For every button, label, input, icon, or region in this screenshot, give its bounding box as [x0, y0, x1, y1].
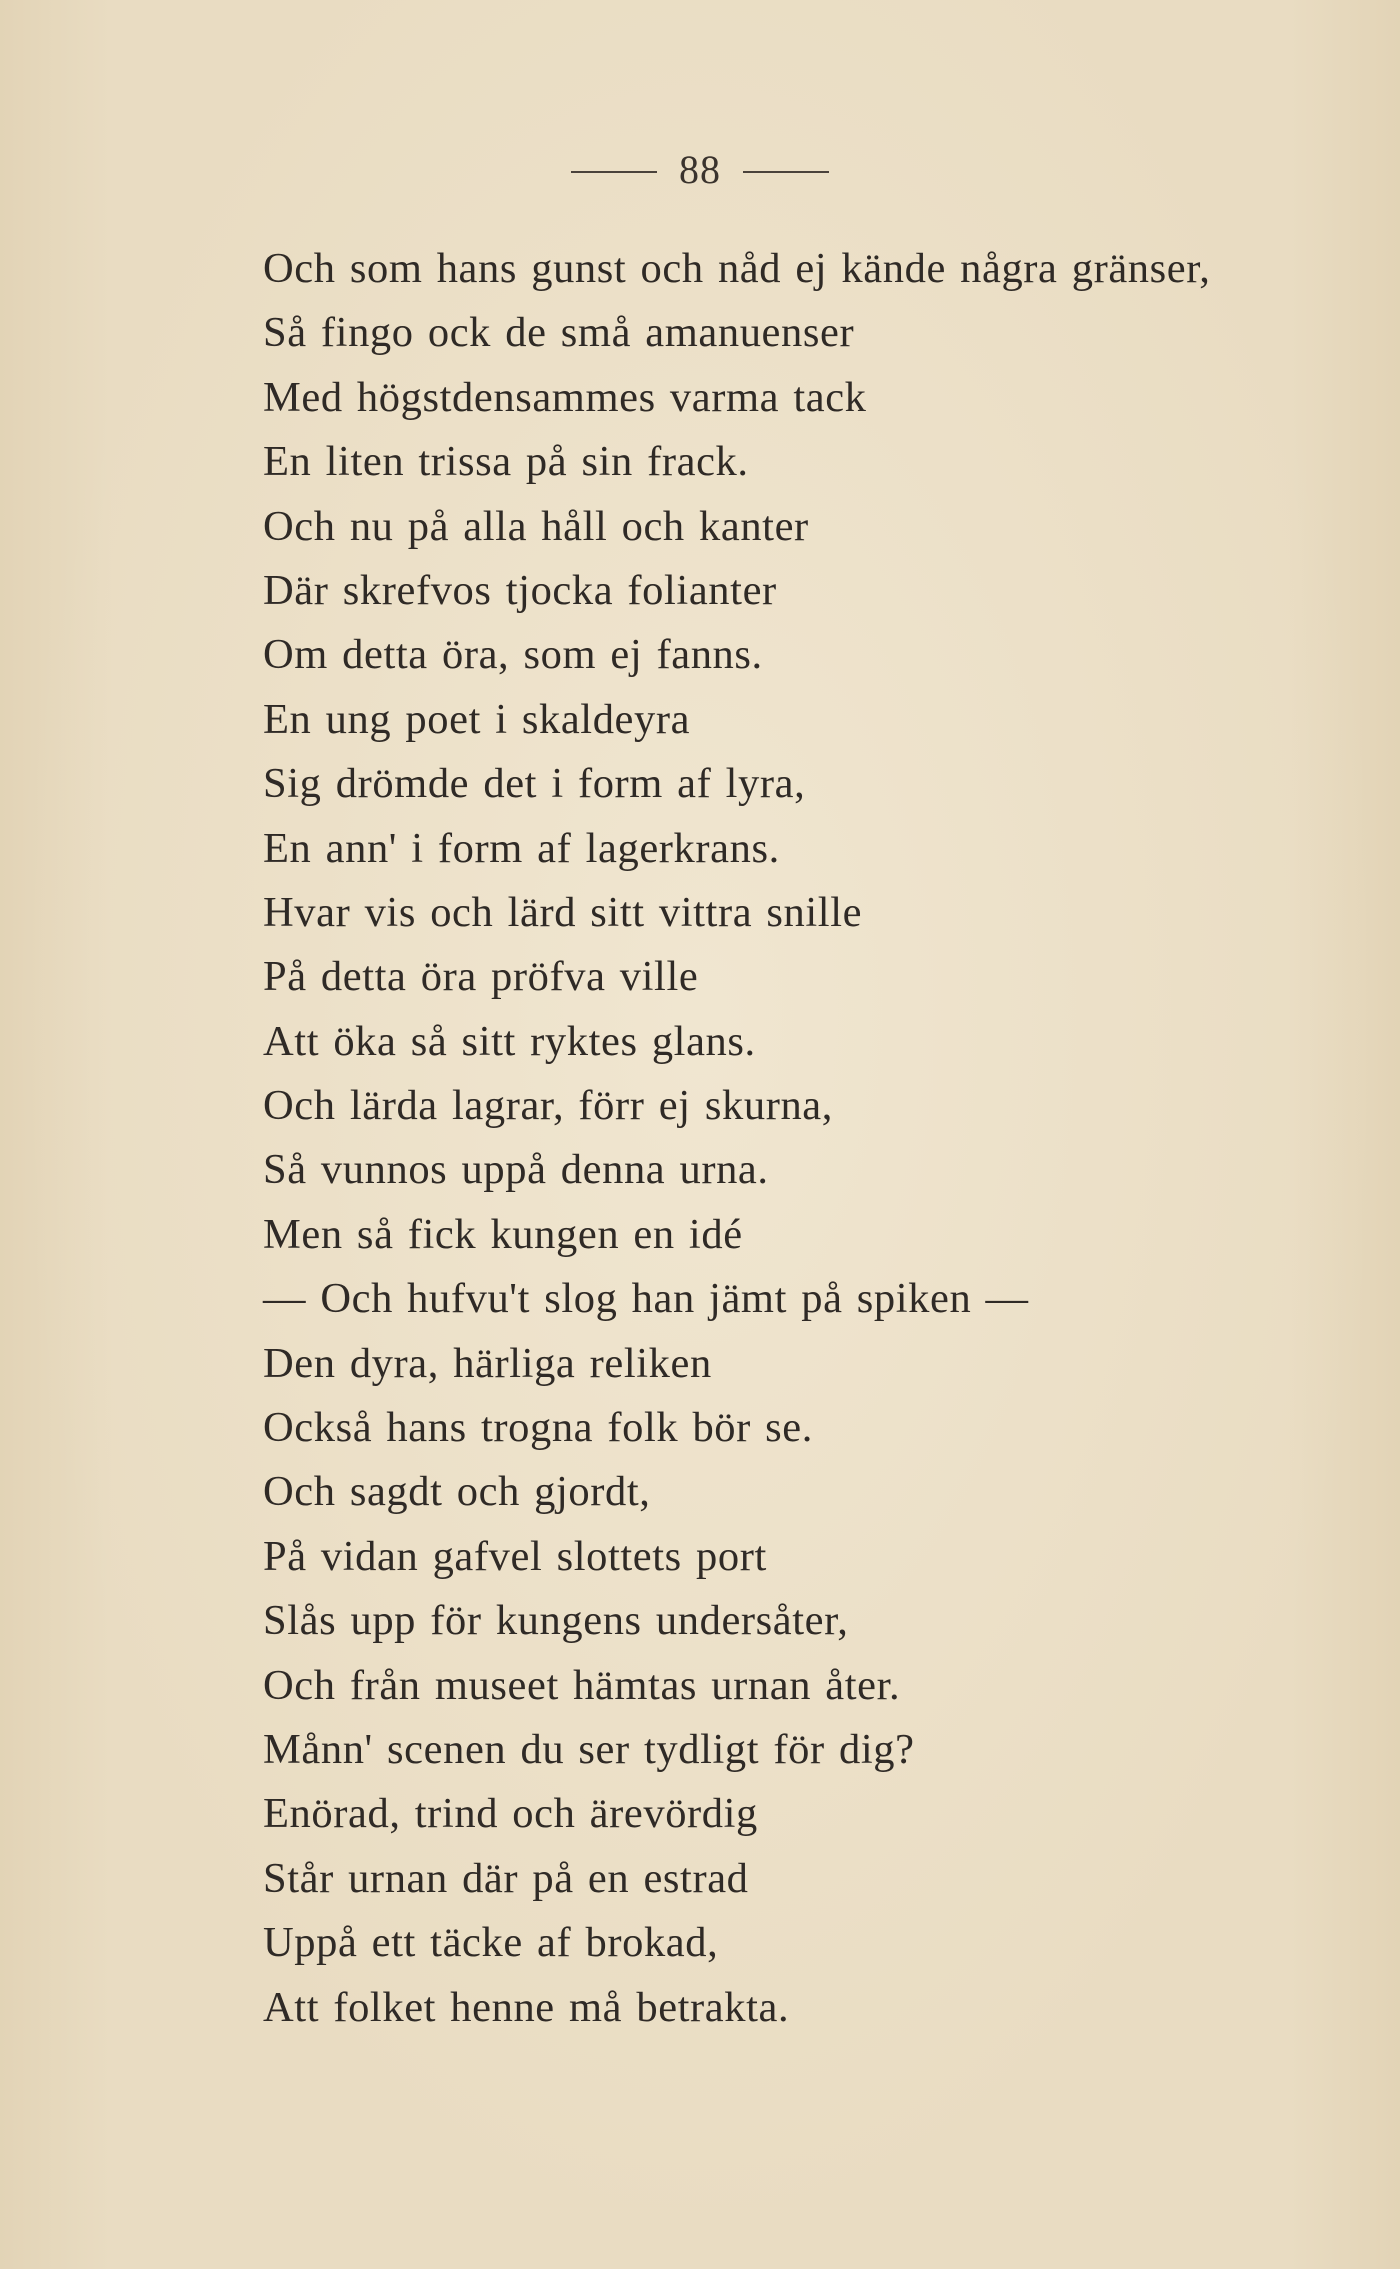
poem-line: På vidan gafvel slottets port: [263, 1532, 767, 1580]
poem-line: En liten trissa på sin frack.: [263, 438, 749, 486]
poem-line: Slås upp för kungens undersåter,: [263, 1597, 849, 1645]
poem-line: Och sagdt och gjordt,: [263, 1468, 651, 1516]
page-number: 88: [679, 147, 721, 192]
poem-line: På detta öra pröfva ville: [263, 953, 699, 1001]
poem-line: Uppå ett täcke af brokad,: [263, 1919, 719, 1967]
poem-line: Så fingo ock de små amanuenser: [263, 309, 855, 357]
poem-line: — Och hufvu't slog han jämt på spiken —: [263, 1275, 1029, 1323]
poem-line: En ann' i form af lagerkrans.: [263, 824, 780, 872]
poem-line: Med högstdensammes varma tack: [263, 373, 867, 421]
poem-line: Månn' scenen du ser tydligt för dig?: [263, 1725, 915, 1773]
poem-line: Så vunnos uppå denna urna.: [263, 1146, 769, 1194]
poem-line: En ung poet i skaldeyra: [263, 695, 691, 743]
poem-line: Att folket henne må betrakta.: [263, 1983, 790, 2031]
poem-line: Där skrefvos tjocka folianter: [263, 566, 777, 614]
poem-line: Sig drömde det i form af lyra,: [263, 760, 806, 808]
poem-line: Och som hans gunst och nåd ej kände några gränser,: [263, 245, 1211, 292]
poem-line: Hvar vis och lärd sitt vittra snille: [263, 888, 863, 936]
header-rule-right: [743, 171, 829, 173]
poem-line: Och lärda lagrar, förr ej skurna,: [263, 1082, 833, 1130]
poem-text: [263, 237, 1353, 2040]
header-rule-left: [571, 171, 657, 173]
poem-line: Att öka så sitt ryktes glans.: [263, 1017, 756, 1065]
poem-line: Också hans trogna folk bör se.: [263, 1404, 813, 1452]
page-header: [0, 147, 1400, 192]
poem-line: Men så fick kungen en idé: [263, 1210, 743, 1258]
poem-line: Står urnan där på en estrad: [263, 1854, 749, 1902]
poem-line: Den dyra, härliga reliken: [263, 1339, 712, 1387]
poem-line: Om detta öra, som ej fanns.: [263, 631, 763, 679]
poem-line: Och från museet hämtas urnan åter.: [263, 1661, 901, 1709]
poem-line: Och nu på alla håll och kanter: [263, 502, 809, 550]
poem-line: Enörad, trind och ärevördig: [263, 1790, 758, 1838]
